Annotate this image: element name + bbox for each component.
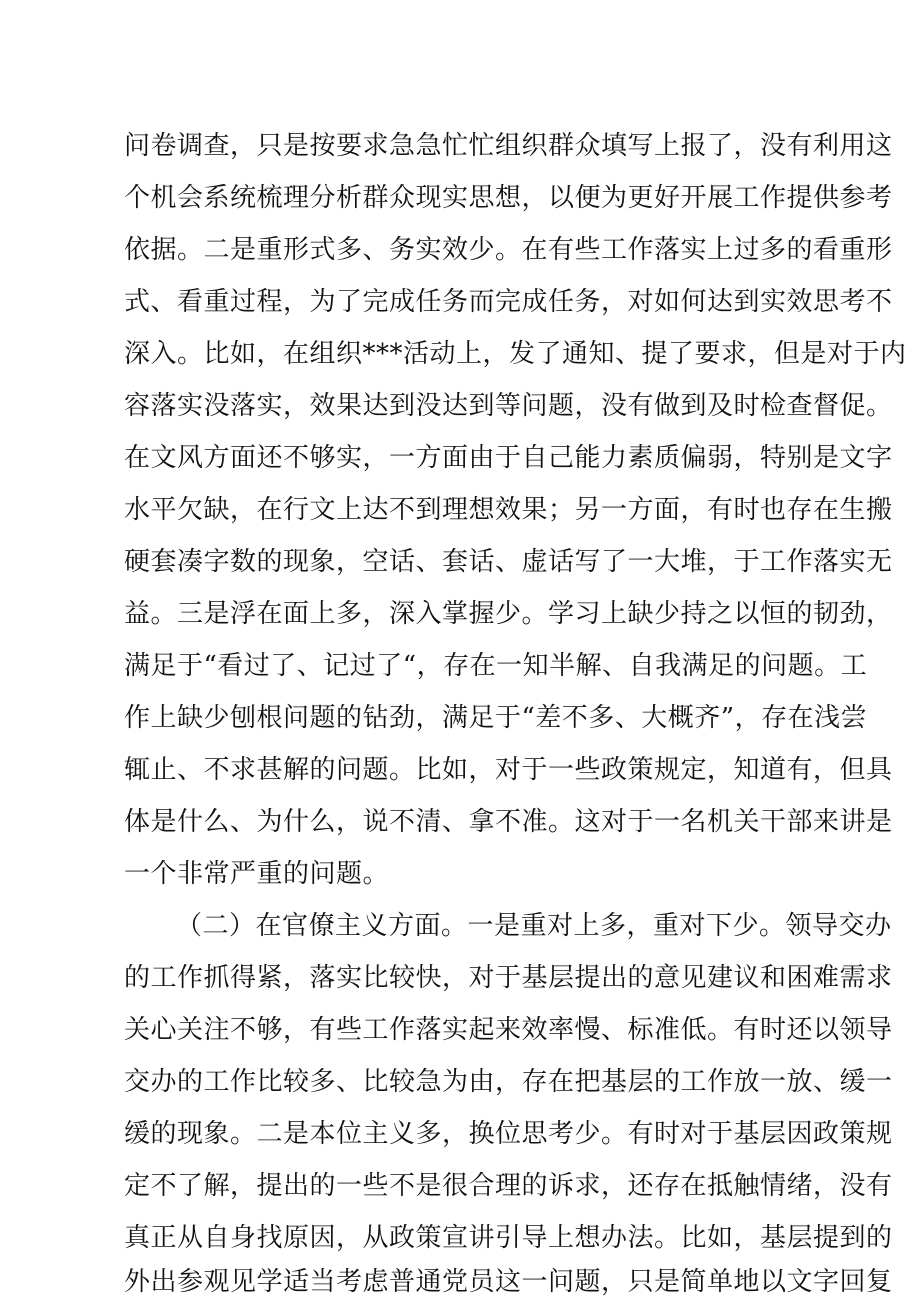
text-line: 关心关注不够，有些工作落实起来效率慢、标准低。有时还以领导 (124, 1015, 893, 1045)
text-line: 问卷调查，只是按要求急急忙忙组织群众填写上报了，没有利用这 (124, 131, 893, 161)
text-line: 深入。比如，在组织***活动上，发了通知、提了要求，但是对于内 (124, 339, 907, 369)
text-line: 个机会系统梳理分析群众现实思想，以便为更好开展工作提供参考 (124, 183, 893, 213)
text-line: 硬套凑字数的现象，空话、套话、虚话写了一大堆，于工作落实无 (124, 547, 893, 577)
text-line: 益。三是浮在面上多，深入掌握少。学习上缺少持之以恒的韧劲， (124, 599, 893, 629)
text-line: 体是什么、为什么，说不清、拿不准。这对于一名机关干部来讲是 (124, 807, 893, 837)
text-line: 容落实没落实，效果达到没达到等问题，没有做到及时检查督促。 (124, 391, 893, 421)
text-line: 交办的工作比较多、比较急为由，存在把基层的工作放一放、缓一 (124, 1067, 893, 1097)
text-line: 作上缺少刨根问题的钻劲，满足于“差不多、大概齐”，存在浅尝 (124, 703, 868, 733)
text-line: 定不了解，提出的一些不是很合理的诉求，还存在抵触情绪，没有 (124, 1171, 893, 1201)
text-line: 在文风方面还不够实，一方面由于自己能力素质偏弱，特别是文字 (124, 443, 893, 473)
text-line: 辄止、不求甚解的问题。比如，对于一些政策规定，知道有，但具 (124, 755, 893, 785)
text-line: 外出参观见学适当考虑普通党员这一问题，只是简单地以文字回复 (124, 1267, 893, 1297)
text-line: 式、看重过程，为了完成任务而完成任务，对如何达到实效思考不 (124, 287, 893, 317)
text-line: 依据。二是重形式多、务实效少。在有些工作落实上过多的看重形 (124, 235, 893, 265)
text-line: 真正从自身找原因，从政策宣讲引导上想办法。比如，基层提到的 (124, 1223, 893, 1253)
text-line: 缓的现象。二是本位主义多，换位思考少。有时对于基层因政策规 (124, 1119, 893, 1149)
text-line: 满足于“看过了、记过了“，存在一知半解、自我满足的问题。工 (124, 651, 868, 681)
text-line: 水平欠缺，在行文上达不到理想效果；另一方面，有时也存在生搬 (124, 495, 893, 525)
text-line: 的工作抓得紧，落实比较快，对于基层提出的意见建议和困难需求 (124, 963, 893, 993)
section-heading-line: （二）在官僚主义方面。一是重对上多，重对下少。领导交办 (176, 911, 892, 941)
text-line: 一个非常严重的问题。 (124, 859, 390, 889)
